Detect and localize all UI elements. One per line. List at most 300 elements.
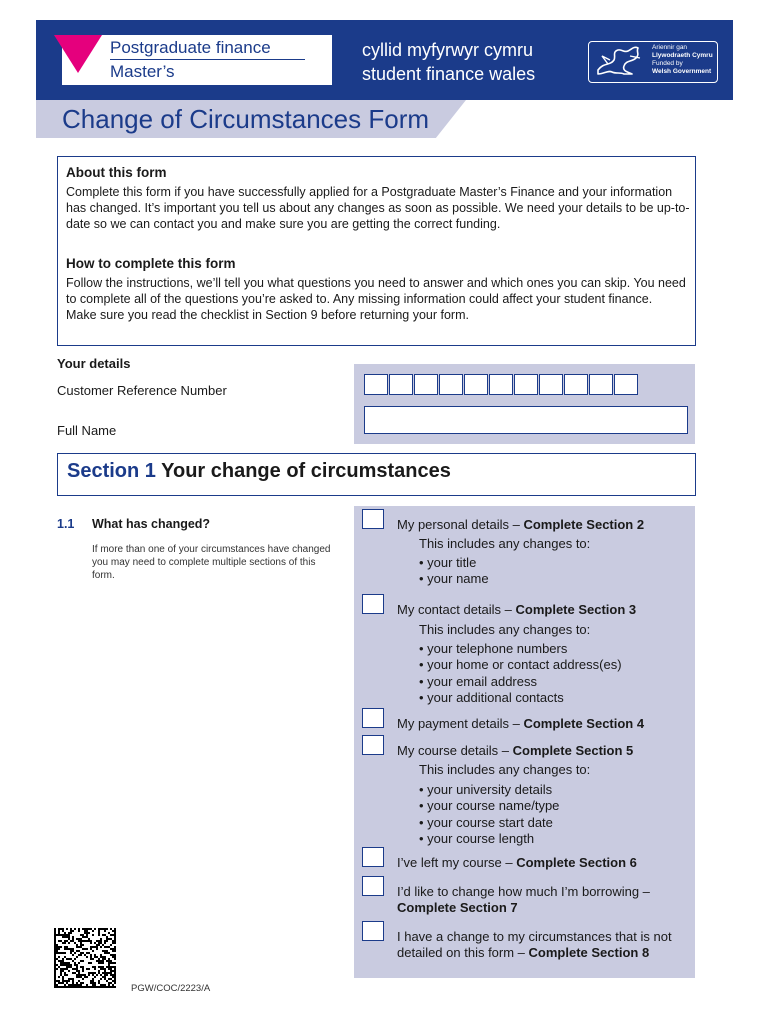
datamatrix-module bbox=[114, 936, 116, 938]
datamatrix-module bbox=[82, 982, 84, 984]
datamatrix-module bbox=[106, 972, 108, 974]
datamatrix-module bbox=[96, 940, 98, 942]
datamatrix-module bbox=[62, 978, 64, 980]
datamatrix-module bbox=[58, 966, 60, 968]
datamatrix-module bbox=[54, 950, 56, 952]
datamatrix-module bbox=[54, 952, 56, 954]
datamatrix-module bbox=[80, 940, 82, 942]
datamatrix-module bbox=[80, 934, 82, 936]
datamatrix-module bbox=[110, 982, 112, 984]
datamatrix-module bbox=[114, 972, 116, 974]
datamatrix-module bbox=[92, 958, 94, 960]
datamatrix-module bbox=[64, 942, 66, 944]
datamatrix-module bbox=[68, 964, 70, 966]
datamatrix-module bbox=[78, 976, 80, 978]
checkbox-change-borrowing[interactable] bbox=[362, 876, 384, 896]
datamatrix-module bbox=[84, 948, 86, 950]
datamatrix-module bbox=[70, 932, 72, 934]
datamatrix-module bbox=[100, 938, 102, 940]
datamatrix-module bbox=[60, 934, 62, 936]
datamatrix-module bbox=[100, 928, 102, 930]
crn-digit-box[interactable] bbox=[414, 374, 438, 395]
datamatrix-module bbox=[90, 958, 92, 960]
datamatrix-module bbox=[106, 938, 108, 940]
datamatrix-module bbox=[114, 986, 116, 988]
datamatrix-module bbox=[70, 940, 72, 942]
datamatrix-module bbox=[78, 930, 80, 932]
datamatrix-module bbox=[70, 958, 72, 960]
checkbox-left-course[interactable] bbox=[362, 847, 384, 867]
datamatrix-module bbox=[78, 984, 80, 986]
datamatrix-module bbox=[74, 928, 76, 930]
datamatrix-module bbox=[72, 960, 74, 962]
datamatrix-module bbox=[66, 936, 68, 938]
datamatrix-module bbox=[72, 950, 74, 952]
datamatrix-module bbox=[88, 974, 90, 976]
option-action: Complete Section 6 bbox=[516, 855, 637, 870]
datamatrix-module bbox=[56, 944, 58, 946]
datamatrix-module bbox=[58, 928, 60, 930]
datamatrix-module bbox=[98, 980, 100, 982]
datamatrix-module bbox=[74, 968, 76, 970]
crn-digit-box[interactable] bbox=[364, 374, 388, 395]
datamatrix-module bbox=[64, 962, 66, 964]
datamatrix-module bbox=[90, 962, 92, 964]
datamatrix-module bbox=[68, 934, 70, 936]
datamatrix-module bbox=[110, 968, 112, 970]
datamatrix-module bbox=[64, 974, 66, 976]
datamatrix-module bbox=[94, 928, 96, 930]
datamatrix-module bbox=[98, 942, 100, 944]
datamatrix-module bbox=[100, 962, 102, 964]
datamatrix-module bbox=[114, 930, 116, 932]
about-text: Complete this form if you have successfully applied for a Postgraduate Master’s Finance and your information has changed. It’s important you tell us about any changes as soon as possible. We need your details to be up-to-date so we can contact you and make sure you are getting the correct funding. bbox=[66, 185, 690, 231]
datamatrix-module bbox=[76, 964, 78, 966]
section-1-title-text: Your change of circumstances bbox=[161, 460, 451, 482]
datamatrix-module bbox=[78, 972, 80, 974]
datamatrix-module bbox=[106, 936, 108, 938]
crn-digit-box[interactable] bbox=[389, 374, 413, 395]
datamatrix-module bbox=[82, 928, 84, 930]
datamatrix-module bbox=[56, 948, 58, 950]
datamatrix-module bbox=[72, 980, 74, 982]
datamatrix-module bbox=[54, 938, 56, 940]
datamatrix-module bbox=[114, 978, 116, 980]
datamatrix-module bbox=[90, 954, 92, 956]
datamatrix-module bbox=[86, 932, 88, 934]
datamatrix-module bbox=[104, 958, 106, 960]
datamatrix-module bbox=[82, 934, 84, 936]
brand-subtitle: Master’s bbox=[110, 62, 175, 81]
datamatrix-module bbox=[56, 980, 58, 982]
datamatrix-module bbox=[100, 966, 102, 968]
datamatrix-module bbox=[54, 972, 56, 974]
datamatrix-module bbox=[72, 930, 74, 932]
datamatrix-module bbox=[78, 974, 80, 976]
datamatrix-module bbox=[62, 960, 64, 962]
datamatrix-module bbox=[64, 946, 66, 948]
datamatrix-module bbox=[104, 984, 106, 986]
option-text: I have a change to my circumstances that is not detailed on this form – bbox=[397, 929, 672, 960]
datamatrix-module bbox=[90, 982, 92, 984]
datamatrix-module bbox=[60, 946, 62, 948]
datamatrix-module bbox=[54, 982, 56, 984]
brand-divider bbox=[110, 59, 305, 60]
datamatrix-module bbox=[82, 948, 84, 950]
option-text: My payment details – bbox=[397, 716, 524, 731]
datamatrix-module bbox=[104, 970, 106, 972]
datamatrix-module bbox=[78, 938, 80, 940]
datamatrix-module bbox=[88, 952, 90, 954]
datamatrix-module bbox=[114, 938, 116, 940]
datamatrix-module bbox=[110, 944, 112, 946]
list-intro: This includes any changes to: bbox=[419, 536, 591, 551]
datamatrix-module bbox=[90, 946, 92, 948]
datamatrix-module bbox=[104, 972, 106, 974]
datamatrix-module bbox=[104, 934, 106, 936]
datamatrix-module bbox=[72, 938, 74, 940]
datamatrix-module bbox=[78, 980, 80, 982]
datamatrix-module bbox=[84, 930, 86, 932]
datamatrix-module bbox=[54, 936, 56, 938]
how-to-text: Follow the instructions, we’ll tell you what questions you need to answer and which ones you can skip. You need to complete all of the questions you’re asked to. Any missing information could affect your student finance. Make sure you read the checklist in Section 9 before returning your form. bbox=[66, 276, 686, 322]
datamatrix-module bbox=[80, 984, 82, 986]
option-text: I’d like to change how much I’m borrowing – bbox=[397, 884, 650, 899]
datamatrix-module bbox=[80, 946, 82, 948]
datamatrix-module bbox=[54, 930, 56, 932]
datamatrix-module bbox=[54, 928, 56, 930]
datamatrix-module bbox=[104, 968, 106, 970]
datamatrix-module bbox=[112, 976, 114, 978]
crn-digit-box[interactable] bbox=[489, 374, 513, 395]
datamatrix-module bbox=[76, 970, 78, 972]
wg-line: Ariennir gan bbox=[652, 44, 688, 51]
datamatrix-module bbox=[54, 946, 56, 948]
datamatrix-module bbox=[76, 968, 78, 970]
datamatrix-module bbox=[66, 966, 68, 968]
crn-digit-box[interactable] bbox=[514, 374, 538, 395]
datamatrix-module bbox=[58, 956, 60, 958]
datamatrix-module bbox=[108, 946, 110, 948]
datamatrix-module bbox=[56, 968, 58, 970]
datamatrix-module bbox=[58, 934, 60, 936]
datamatrix-module bbox=[112, 954, 114, 956]
datamatrix-module bbox=[84, 986, 86, 988]
crn-digit-box[interactable] bbox=[564, 374, 588, 395]
wg-line: Llywodraeth Cymru bbox=[652, 52, 713, 59]
datamatrix-module bbox=[66, 980, 68, 982]
datamatrix-module bbox=[82, 960, 84, 962]
option-course-details-list bbox=[419, 762, 590, 848]
datamatrix-module bbox=[62, 958, 64, 960]
datamatrix-module bbox=[94, 972, 96, 974]
datamatrix-module bbox=[62, 970, 64, 972]
datamatrix-module bbox=[62, 968, 64, 970]
checkbox-contact-details[interactable] bbox=[362, 594, 384, 614]
list-item: • your email address bbox=[419, 673, 537, 689]
datamatrix-module bbox=[56, 952, 58, 954]
datamatrix-module bbox=[68, 962, 70, 964]
datamatrix-module bbox=[82, 974, 84, 976]
datamatrix-module bbox=[66, 982, 68, 984]
crn-digit-box[interactable] bbox=[464, 374, 488, 395]
datamatrix-module bbox=[54, 932, 56, 934]
datamatrix-module bbox=[100, 946, 102, 948]
datamatrix-module bbox=[98, 982, 100, 984]
datamatrix-module bbox=[76, 950, 78, 952]
datamatrix-module bbox=[114, 958, 116, 960]
list-item: • your course name/type bbox=[419, 798, 560, 813]
datamatrix-module bbox=[106, 946, 108, 948]
datamatrix-module bbox=[64, 984, 66, 986]
datamatrix-module bbox=[60, 962, 62, 964]
datamatrix-module bbox=[68, 948, 70, 950]
datamatrix-module bbox=[86, 940, 88, 942]
datamatrix-module bbox=[100, 986, 102, 988]
datamatrix-module bbox=[80, 982, 82, 984]
datamatrix-module bbox=[88, 972, 90, 974]
datamatrix-module bbox=[82, 986, 84, 988]
datamatrix-module bbox=[70, 964, 72, 966]
datamatrix-module bbox=[92, 966, 94, 968]
datamatrix-module bbox=[96, 956, 98, 958]
option-course-details bbox=[397, 743, 687, 759]
datamatrix-module bbox=[104, 928, 106, 930]
datamatrix-module bbox=[72, 982, 74, 984]
datamatrix-module bbox=[94, 984, 96, 986]
list-item: • your course length bbox=[419, 831, 535, 846]
datamatrix-module bbox=[58, 940, 60, 942]
option-left-course bbox=[397, 855, 687, 871]
datamatrix-module bbox=[64, 972, 66, 974]
datamatrix-module bbox=[86, 968, 88, 970]
datamatrix-module bbox=[58, 932, 60, 934]
datamatrix-module bbox=[70, 930, 72, 932]
datamatrix-module bbox=[66, 968, 68, 970]
datamatrix-module bbox=[104, 946, 106, 948]
datamatrix-module bbox=[94, 966, 96, 968]
datamatrix-module bbox=[82, 978, 84, 980]
crn-digit-box[interactable] bbox=[614, 374, 638, 395]
datamatrix-module bbox=[96, 974, 98, 976]
datamatrix-module bbox=[90, 986, 92, 988]
option-contact-details-list bbox=[419, 622, 622, 707]
datamatrix-module bbox=[54, 944, 56, 946]
datamatrix-module bbox=[108, 952, 110, 954]
datamatrix-module bbox=[62, 980, 64, 982]
datamatrix-module bbox=[78, 928, 80, 930]
datamatrix-module bbox=[98, 972, 100, 974]
datamatrix-module bbox=[72, 954, 74, 956]
datamatrix-module bbox=[86, 952, 88, 954]
datamatrix-module bbox=[102, 960, 104, 962]
datamatrix-module bbox=[96, 960, 98, 962]
datamatrix-module bbox=[90, 948, 92, 950]
datamatrix-module bbox=[70, 966, 72, 968]
option-contact-details bbox=[397, 602, 687, 618]
crn-digit-box[interactable] bbox=[589, 374, 613, 395]
datamatrix-module bbox=[76, 946, 78, 948]
datamatrix-module bbox=[92, 984, 94, 986]
datamatrix-module bbox=[114, 968, 116, 970]
datamatrix-module bbox=[112, 940, 114, 942]
crn-input-boxes[interactable] bbox=[364, 374, 638, 395]
option-personal-details bbox=[397, 517, 687, 533]
datamatrix-module bbox=[90, 980, 92, 982]
datamatrix-module bbox=[108, 932, 110, 934]
welsh-government-text bbox=[652, 44, 713, 76]
datamatrix-module bbox=[58, 960, 60, 962]
datamatrix-module bbox=[96, 946, 98, 948]
datamatrix-module bbox=[62, 982, 64, 984]
datamatrix-module bbox=[114, 966, 116, 968]
datamatrix-module bbox=[114, 982, 116, 984]
datamatrix-module bbox=[100, 960, 102, 962]
datamatrix-module bbox=[82, 968, 84, 970]
datamatrix-module bbox=[70, 928, 72, 930]
crn-digit-box[interactable] bbox=[539, 374, 563, 395]
datamatrix-module bbox=[88, 940, 90, 942]
datamatrix-module bbox=[106, 974, 108, 976]
datamatrix-module bbox=[66, 934, 68, 936]
datamatrix-module bbox=[68, 986, 70, 988]
datamatrix-module bbox=[78, 950, 80, 952]
datamatrix-module bbox=[114, 946, 116, 948]
datamatrix-module bbox=[106, 980, 108, 982]
datamatrix-module bbox=[114, 974, 116, 976]
checkbox-course-details[interactable] bbox=[362, 735, 384, 755]
datamatrix-module bbox=[84, 928, 86, 930]
datamatrix-module bbox=[76, 976, 78, 978]
datamatrix-module bbox=[102, 928, 104, 930]
option-change-borrowing bbox=[397, 884, 687, 916]
datamatrix-module bbox=[102, 950, 104, 952]
datamatrix-module bbox=[98, 934, 100, 936]
datamatrix-module bbox=[60, 952, 62, 954]
datamatrix-module bbox=[102, 986, 104, 988]
datamatrix-module bbox=[74, 986, 76, 988]
datamatrix-module bbox=[78, 962, 80, 964]
datamatrix-module bbox=[102, 984, 104, 986]
datamatrix-module bbox=[102, 972, 104, 974]
datamatrix-module bbox=[54, 976, 56, 978]
datamatrix-module bbox=[66, 964, 68, 966]
datamatrix-module bbox=[106, 960, 108, 962]
option-text: My personal details – bbox=[397, 517, 524, 532]
datamatrix-module bbox=[92, 934, 94, 936]
datamatrix-module bbox=[72, 978, 74, 980]
datamatrix-module bbox=[84, 932, 86, 934]
datamatrix-module bbox=[58, 982, 60, 984]
datamatrix-module bbox=[92, 982, 94, 984]
datamatrix-module bbox=[56, 986, 58, 988]
datamatrix-module bbox=[68, 984, 70, 986]
datamatrix-module bbox=[84, 976, 86, 978]
datamatrix-module bbox=[64, 980, 66, 982]
datamatrix-module bbox=[64, 956, 66, 958]
datamatrix-module bbox=[106, 952, 108, 954]
datamatrix-module bbox=[112, 942, 114, 944]
datamatrix-module bbox=[54, 942, 56, 944]
datamatrix-module bbox=[112, 930, 114, 932]
datamatrix-module bbox=[114, 980, 116, 982]
brand-triangle-icon bbox=[54, 35, 102, 73]
datamatrix-module bbox=[54, 974, 56, 976]
datamatrix-module bbox=[70, 950, 72, 952]
checkbox-other-change[interactable] bbox=[362, 921, 384, 941]
datamatrix-module bbox=[92, 986, 94, 988]
crn-digit-box[interactable] bbox=[439, 374, 463, 395]
datamatrix-module bbox=[104, 974, 106, 976]
list-item: • your university details bbox=[419, 781, 553, 797]
datamatrix-module bbox=[112, 934, 114, 936]
datamatrix-module bbox=[54, 978, 56, 980]
datamatrix-module bbox=[82, 936, 84, 938]
datamatrix-module bbox=[60, 970, 62, 972]
datamatrix-module bbox=[60, 982, 62, 984]
datamatrix-module bbox=[98, 962, 100, 964]
datamatrix-module bbox=[64, 936, 66, 938]
list-item: • your course start date bbox=[419, 814, 553, 830]
datamatrix-module bbox=[114, 940, 116, 942]
checkbox-personal-details[interactable] bbox=[362, 509, 384, 529]
datamatrix-module bbox=[100, 968, 102, 970]
datamatrix-module bbox=[54, 954, 56, 956]
datamatrix-module bbox=[80, 938, 82, 940]
datamatrix-module bbox=[100, 984, 102, 986]
datamatrix-module bbox=[76, 974, 78, 976]
datamatrix-module bbox=[108, 982, 110, 984]
datamatrix-module bbox=[64, 964, 66, 966]
datamatrix-module bbox=[60, 928, 62, 930]
datamatrix-module bbox=[100, 954, 102, 956]
datamatrix-module bbox=[70, 986, 72, 988]
full-name-field[interactable] bbox=[364, 406, 688, 434]
english-org-name: student finance wales bbox=[362, 64, 536, 84]
datamatrix-module bbox=[104, 956, 106, 958]
datamatrix-module bbox=[78, 954, 80, 956]
datamatrix-module bbox=[82, 970, 84, 972]
datamatrix-module bbox=[98, 966, 100, 968]
datamatrix-module bbox=[94, 968, 96, 970]
datamatrix-module bbox=[108, 968, 110, 970]
checkbox-payment-details[interactable] bbox=[362, 708, 384, 728]
datamatrix-module bbox=[76, 944, 78, 946]
datamatrix-module bbox=[86, 930, 88, 932]
datamatrix-module bbox=[94, 942, 96, 944]
datamatrix-module bbox=[64, 986, 66, 988]
datamatrix-module bbox=[92, 950, 94, 952]
datamatrix-module bbox=[104, 976, 106, 978]
list-item: • your home or contact address(es) bbox=[419, 657, 622, 672]
datamatrix-module bbox=[60, 972, 62, 974]
datamatrix-module bbox=[108, 960, 110, 962]
datamatrix-module bbox=[54, 964, 56, 966]
datamatrix-module bbox=[100, 978, 102, 980]
question-number: 1.1 bbox=[57, 517, 75, 531]
datamatrix-module bbox=[80, 966, 82, 968]
datamatrix-module bbox=[58, 976, 60, 978]
datamatrix-module bbox=[102, 956, 104, 958]
datamatrix-module bbox=[58, 986, 60, 988]
datamatrix-module bbox=[94, 954, 96, 956]
wg-line: Welsh Government bbox=[652, 68, 712, 75]
datamatrix-module bbox=[72, 972, 74, 974]
how-to-heading: How to complete this form bbox=[66, 256, 236, 271]
form-reference-code: PGW/COC/2223/A bbox=[131, 983, 211, 994]
datamatrix-module bbox=[54, 956, 56, 958]
datamatrix-module bbox=[66, 986, 68, 988]
